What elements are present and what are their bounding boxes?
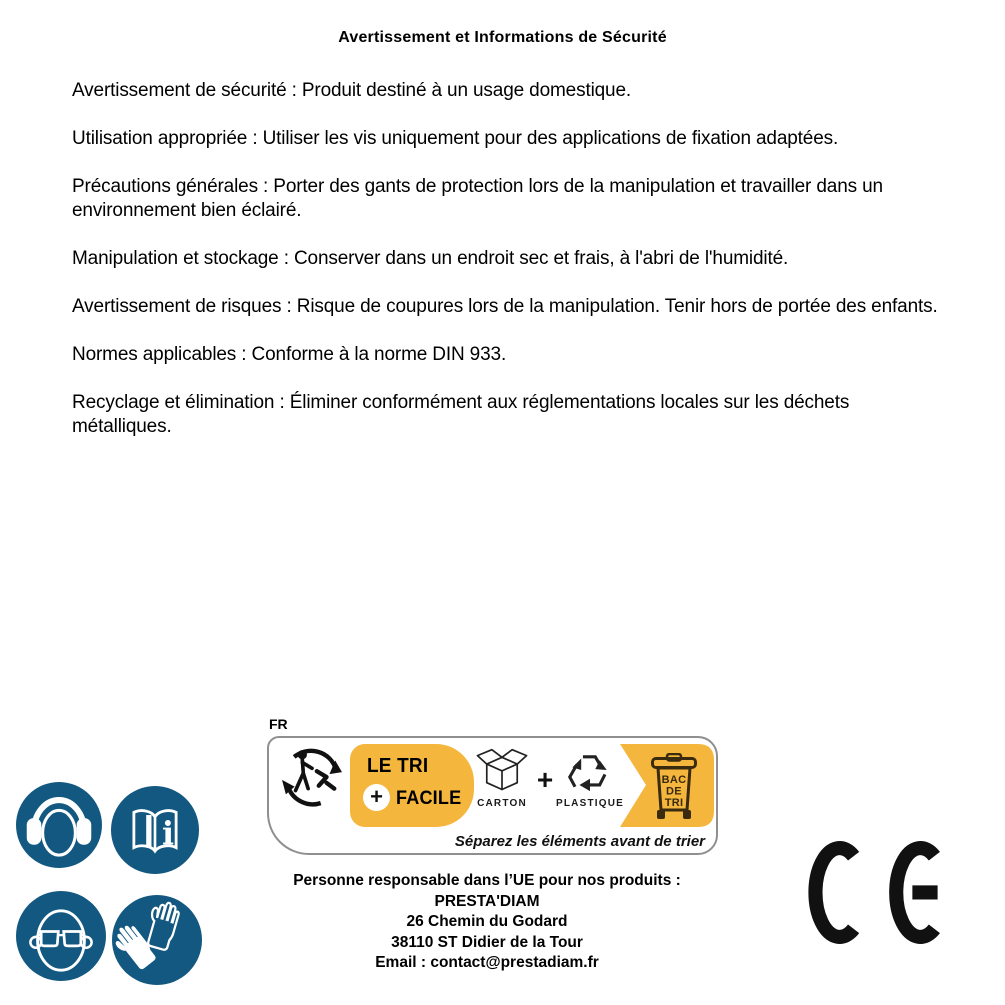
email-line: Email : contact@prestadiam.fr <box>375 954 599 971</box>
wear-eye-protection-icon <box>16 891 106 981</box>
company-name: PRESTA'DIAM <box>434 892 540 910</box>
safety-paragraph: Manipulation et stockage : Conserver dans un endroit sec et frais, à l'abri de l'humidité. <box>72 248 789 269</box>
materials-separator: + <box>536 764 554 795</box>
plus-icon: + <box>363 784 390 811</box>
bin-text-line: DE <box>666 785 682 798</box>
ce-mark-icon <box>797 840 949 946</box>
carton-box-icon <box>473 748 531 792</box>
responsible-line: Personne responsable dans l’UE pour nos produits : <box>293 872 681 889</box>
bin-text-line: BAC <box>661 774 687 786</box>
bin-text-line: TRI <box>664 797 684 809</box>
recycling-label <box>267 736 718 855</box>
material-plastique <box>555 748 625 809</box>
address-line: 38110 ST Didier de la Tour <box>391 933 583 951</box>
safety-paragraph: Avertissement de risques : Risque de coupures lors de la manipulation. Tenir hors de portée des enfants. <box>72 296 938 317</box>
material-label: PLASTIQUE <box>555 798 625 809</box>
sorting-tagline: Séparez les éléments avant de trier <box>454 833 705 850</box>
badge-line2: FACILE <box>396 788 462 809</box>
safety-paragraph: Recyclage et élimination : Éliminer conformément aux réglementations locales sur les déchets métalliques. <box>72 392 850 437</box>
triman-icon <box>282 745 342 809</box>
page-title: Avertissement et Informations de Sécurité <box>338 29 667 46</box>
svg-text:i: i <box>162 815 175 853</box>
safety-paragraph: Précautions générales : Porter des gants de protection lors de la manipulation et travailler dans un environnement bien éclairé. <box>72 176 883 221</box>
address-line: 26 Chemin du Godard <box>406 913 568 930</box>
read-instruction-manual-icon <box>111 786 199 874</box>
safety-paragraph: Utilisation appropriée : Utiliser les vis uniquement pour des applications de fixation adaptées. <box>72 128 839 149</box>
safety-paragraphs <box>72 79 946 463</box>
wear-protective-gloves-icon <box>112 895 202 985</box>
badge-line1: LE TRI <box>367 755 429 777</box>
safety-paragraph: Normes applicables : Conforme à la norme DIN 933. <box>72 344 507 365</box>
responsible-block <box>267 871 707 974</box>
material-carton <box>467 748 537 809</box>
plastic-recycling-icon <box>563 748 617 792</box>
le-tri-facile-badge <box>350 744 474 827</box>
wear-ear-protection-icon <box>16 782 102 868</box>
sorting-bin-icon <box>650 753 698 821</box>
material-label: CARTON <box>477 798 527 809</box>
country-code: FR <box>269 716 288 732</box>
safety-paragraph: Avertissement de sécurité : Produit destiné à un usage domestique. <box>72 80 632 101</box>
